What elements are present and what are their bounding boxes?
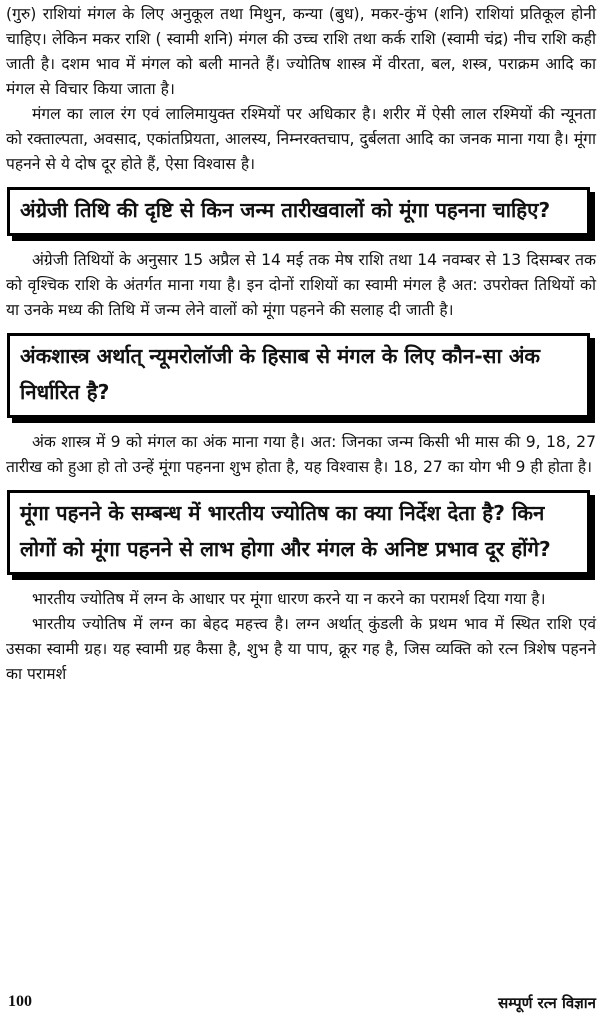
page-number: 100	[8, 993, 32, 1010]
paragraph-numerology: अंक शास्त्र में 9 को मंगल का अंक माना गया है। अत: जिनका जन्म किसी भी मास की 9, 18, 27 तारीख को हुआ हो तो उन्हें मूंगा पहनना शुभ होता है, यह विश्वास है। 18, 27 का योग भी 9 ही होता है।	[6, 433, 596, 476]
paragraph-red-rays: मंगल का लाल रंग एवं लालिमायुक्त रश्मियों पर अधिकार है। शरीर में ऐसी लाल रश्मियों की न्यूनता को रक्ताल्पता, अवसाद, एकांतप्रियता, आलस्य, निम्नरक्तचाप, दुर्बलता आदि का जनक माना गया है। मूंगा पहनने से ये दोष दूर होते हैं, ऐसा विश्वास है।	[6, 105, 596, 173]
question-box-numerology: अंकशास्त्र अर्थात् न्यूमरोलॉजी के हिसाब से मंगल के लिए कौन-सा अंक निर्धारित है?	[7, 333, 590, 418]
book-title: सम्पूर्ण रत्न विज्ञान	[498, 994, 596, 1012]
paragraph-lagna-importance: भारतीय ज्योतिष में लग्न का बेहद महत्त्व है। लग्न अर्थात् कुंडली के प्रथम भाव में स्थित राशि एवं उसका स्वामी ग्रह। यह स्वामी ग्रह कैसा है, शुभ है या पाप, क्रूर गह है, जिस व्यक्ति को रत्न त्रिशेष पहनने का परामर्श	[6, 615, 596, 683]
page-body	[6, 2, 596, 687]
paragraph-mars-rashi: (गुरु) राशियां मंगल के लिए अनुकूल तथा मिथुन, कन्या (बुध), मकर-कुंभ (शनि) राशियां प्रतिकूल होनी चाहिए। लेकिन मकर राशि ( स्वामी शनि) मंगल की उच्च राशि तथा कर्क राशि (स्वामी चंद्र) नीच राशि कही जाती है। दशम भाव में मंगल को बली मानते हैं। ज्योतिष शास्त्र में वीरता, बल, शस्त्र, पराक्रम आदि का मंगल से विचार किया जाता है।	[6, 5, 596, 98]
question-box-indian-astrology: मूंगा पहनने के सम्बन्ध में भारतीय ज्योतिष का क्या निर्देश देता है? किन लोगों को मूंगा पहनने से लाभ होगा और मंगल के अनिष्ट प्रभाव दूर होंगे?	[7, 490, 590, 575]
paragraph-english-dates: अंग्रेजी तिथियों के अनुसार 15 अप्रैल से 14 मई तक मेष राशि तथा 14 नवम्बर से 13 दिसम्बर तक को वृश्चिक राशि के अंतर्गत माना गया है। इन दोनों राशियों का स्वामी मंगल है अत: उपरोक्त तिथियों को या उनके मध्य की तिथि में जन्म लेने वालों को मूंगा पहनने की सलाह दी जाती है।	[6, 251, 596, 319]
question-box-english-dates: अंग्रेजी तिथि की दृष्टि से किन जन्म तारीखवालों को मूंगा पहनना चाहिए?	[7, 187, 590, 236]
paragraph-lagna-basis: भारतीय ज्योतिष में लग्न के आधार पर मूंगा धारण करने या न करने का परामर्श दिया गया है।	[32, 590, 546, 608]
